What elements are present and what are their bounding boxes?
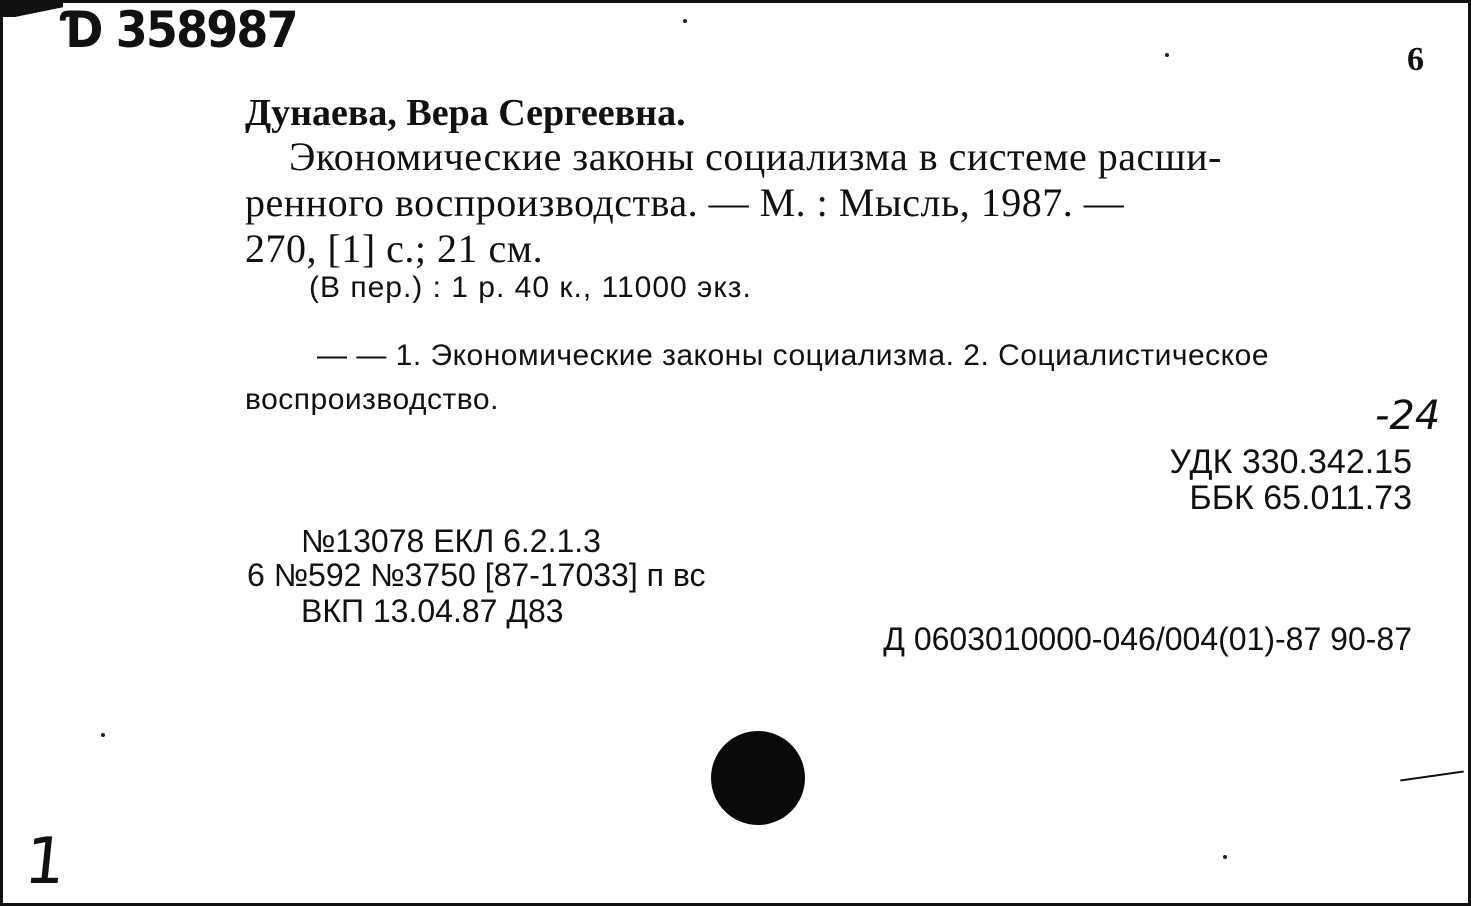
inventory-stamp-number: Ɗ 358987 [63,1,297,59]
library-line-2: 6 №592 №3750 [87-17033] п вс [247,557,706,593]
card-page-number: 6 [1407,41,1424,78]
title-line-1: Экономические законы социализма в системе расши- [289,134,1222,179]
publisher-code: Д 0603010000-046/004(01)-87 90-87 [883,621,1412,657]
price-line: (В пер.) : 1 р. 40 к., 11000 экз. [309,271,752,304]
author-heading: Дунаева, Вера Сергеевна. [245,92,686,134]
title-line-2: ренного воспроизводства. — М. : Мысль, 1987. — [245,180,1125,225]
handwritten-bottom-mark: 1 [21,825,70,899]
handwritten-mark: -24 [1375,393,1441,439]
speck [1223,855,1227,859]
subject-line-2: воспроизводство. [245,383,499,416]
pencil-dash [1400,771,1464,782]
speck [683,19,687,23]
bbk-code: ББК 65.011.73 [1189,479,1412,517]
punch-hole [711,731,805,825]
title-line-3: 270, [1] с.; 21 см. [245,226,544,271]
subject-line-1: — — 1. Экономические законы социализма. 2. Социалистическое [317,339,1270,372]
speck [101,733,105,737]
udk-code: УДК 330.342.15 [1169,443,1412,481]
library-line-1: №13078 ЕКЛ 6.2.1.3 [301,523,601,559]
corner-mark [3,3,63,17]
speck [1165,53,1169,57]
library-line-3: ВКП 13.04.87 Д83 [301,593,564,629]
